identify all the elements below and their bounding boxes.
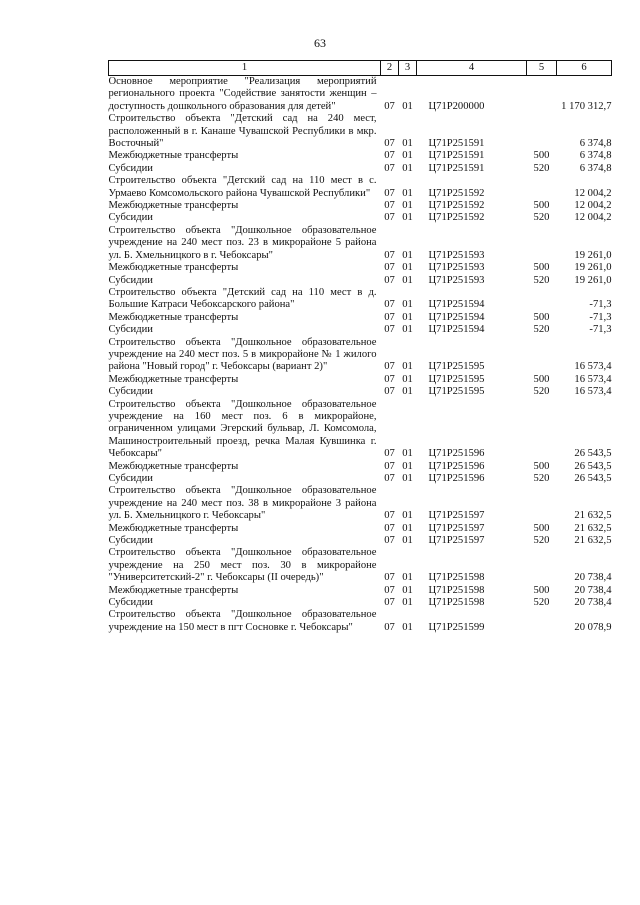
table-row	[109, 287, 612, 312]
row-subsection: 01	[402, 138, 413, 150]
row-amount: 26 543,5	[574, 473, 612, 484]
row-expense-type: 500	[533, 150, 550, 162]
row-expense-type: 500	[533, 373, 550, 385]
row-name: Субсидии	[108, 535, 153, 547]
row-amount: 20 738,4	[574, 584, 612, 596]
row-expense-type: 520	[533, 473, 550, 484]
row-amount: 1 170 312,7	[561, 100, 612, 112]
row-amount: 16 573,4	[574, 373, 612, 385]
row-amount: -71,3	[589, 299, 612, 311]
row-section: 07	[384, 510, 395, 522]
row-expense-type	[527, 485, 557, 522]
row-amount: 26 543,5	[574, 448, 612, 460]
row-subsection: 01	[402, 597, 413, 609]
table-row	[109, 461, 612, 473]
row-amount: 21 632,5	[574, 522, 612, 534]
row-name: Субсидии	[108, 597, 153, 609]
row-section: 07	[384, 150, 395, 162]
row-name: Межбюджетные трансферты	[108, 584, 239, 596]
table-row	[109, 163, 612, 175]
row-target-article: Ц71P251594	[428, 299, 485, 311]
table-row	[109, 399, 612, 461]
row-name: Строительство объекта "Дошкольное образовательное учреждение на 240 мест поз. 5 в микрорайоне № 1 жилого района "Новый город" г. Чебоксары (вариант 2)"	[108, 336, 377, 373]
table-row	[109, 547, 612, 584]
table-row	[109, 485, 612, 522]
row-amount: 6 374,8	[579, 138, 612, 150]
page-number: 63	[314, 36, 326, 50]
row-amount: 6 374,8	[579, 162, 612, 174]
row-amount: 21 632,5	[574, 535, 612, 547]
row-amount: 6 374,8	[579, 150, 612, 162]
row-subsection: 01	[402, 212, 413, 224]
row-amount: 20 078,9	[574, 621, 612, 633]
row-section: 07	[384, 311, 395, 323]
row-subsection: 01	[402, 373, 413, 385]
row-subsection: 01	[402, 510, 413, 522]
row-name: Строительство объекта "Детский сад на 240 мест, расположенный в г. Канаше Чувашской Республики в мкр. Восточный"	[108, 113, 377, 150]
table-row	[109, 337, 612, 374]
row-subsection: 01	[402, 162, 413, 174]
row-expense-type	[527, 113, 557, 150]
row-target-article: Ц71P251592	[428, 200, 485, 212]
row-subsection: 01	[402, 311, 413, 323]
row-target-article: Ц71P251591	[428, 150, 485, 162]
row-expense-type: 520	[533, 212, 550, 224]
row-subsection: 01	[402, 386, 413, 398]
row-amount: -71,3	[589, 311, 612, 323]
row-expense-type	[527, 76, 557, 114]
row-amount: -71,3	[589, 324, 612, 336]
header-col-6: 6	[557, 61, 612, 76]
row-name: Межбюджетные трансферты	[108, 150, 239, 162]
row-subsection: 01	[402, 522, 413, 534]
row-target-article: Ц71P251592	[428, 212, 485, 224]
row-expense-type	[527, 337, 557, 374]
table-row	[109, 225, 612, 262]
table-row	[109, 113, 612, 150]
header-col-1: 1	[109, 61, 381, 76]
row-section: 07	[384, 597, 395, 609]
row-expense-type: 500	[533, 311, 550, 323]
row-target-article: Ц71P200000	[428, 100, 485, 112]
row-section: 07	[384, 324, 395, 336]
table-row	[109, 150, 612, 162]
row-name: Основное мероприятие "Реализация мероприятий регионального проекта "Содействие занятости женщин – доступность дошкольного образования для детей"	[108, 76, 377, 112]
header-col-3: 3	[399, 61, 417, 76]
row-target-article: Ц71P251597	[428, 522, 485, 534]
row-section: 07	[384, 138, 395, 150]
table-row	[109, 374, 612, 386]
row-target-article: Ц71P251598	[428, 584, 485, 596]
row-section: 07	[384, 584, 395, 596]
row-expense-type: 520	[533, 597, 550, 609]
row-expense-type: 500	[533, 460, 550, 472]
row-section: 07	[384, 274, 395, 286]
table-row	[109, 324, 612, 336]
row-expense-type	[527, 609, 557, 634]
row-name: Строительство объекта "Детский сад на 110 мест в с. Урмаево Комсомольского района Чувашской Республики"	[108, 175, 377, 199]
row-subsection: 01	[402, 249, 413, 261]
table-row	[109, 175, 612, 200]
row-subsection: 01	[402, 584, 413, 596]
row-amount: 12 004,2	[574, 187, 612, 199]
table-row	[109, 275, 612, 287]
row-target-article: Ц71P251594	[428, 324, 485, 336]
row-name: Межбюджетные трансферты	[108, 262, 239, 274]
row-name: Строительство объекта "Дошкольное образовательное учреждение на 150 мест в пгт Сосновке г. Чебоксары"	[108, 609, 377, 633]
row-section: 07	[384, 535, 395, 547]
row-name: Строительство объекта "Дошкольное образовательное учреждение на 240 мест поз. 38 в микрорайоне 3 района ул. Б. Хмельницкого г. Чебоксары"	[108, 485, 377, 522]
row-name: Межбюджетные трансферты	[108, 311, 239, 323]
row-name: Строительство объекта "Дошкольное образовательное учреждение на 160 мест поз. 6 в микрорайоне, ограниченном улицами Эгерский бульвар, Л. Комсомола, Машиностроительный проезд, речка Малая Кувшинка г. Чебоксары"	[108, 398, 377, 460]
row-subsection: 01	[402, 187, 413, 199]
row-name: Субсидии	[108, 274, 153, 286]
row-section: 07	[384, 621, 395, 633]
row-subsection: 01	[402, 299, 413, 311]
row-subsection: 01	[402, 150, 413, 162]
row-expense-type: 500	[533, 200, 550, 212]
row-section: 07	[384, 386, 395, 398]
row-target-article: Ц71P251595	[428, 361, 485, 373]
table-row	[109, 597, 612, 609]
row-subsection: 01	[402, 460, 413, 472]
row-target-article: Ц71P251594	[428, 311, 485, 323]
row-section: 07	[384, 212, 395, 224]
row-section: 07	[384, 572, 395, 584]
table-row	[109, 609, 612, 634]
row-expense-type	[527, 547, 557, 584]
row-section: 07	[384, 187, 395, 199]
row-target-article: Ц71P251596	[428, 448, 485, 460]
row-subsection: 01	[402, 448, 413, 460]
row-target-article: Ц71P251591	[428, 138, 485, 150]
row-target-article: Ц71P251592	[428, 187, 485, 199]
row-name: Межбюджетные трансферты	[108, 460, 239, 472]
table-row	[109, 585, 612, 597]
table-row	[109, 312, 612, 324]
row-target-article: Ц71P251598	[428, 572, 485, 584]
row-amount: 20 738,4	[574, 597, 612, 609]
row-name: Субсидии	[108, 473, 153, 484]
row-target-article: Ц71P251598	[428, 597, 485, 609]
table-row	[109, 200, 612, 212]
row-subsection: 01	[402, 572, 413, 584]
row-section: 07	[384, 460, 395, 472]
table-row	[109, 262, 612, 274]
row-subsection: 01	[402, 324, 413, 336]
row-amount: 20 738,4	[574, 572, 612, 584]
header-col-4: 4	[417, 61, 527, 76]
row-target-article: Ц71P251596	[428, 460, 485, 472]
row-amount: 21 632,5	[574, 510, 612, 522]
row-name: Строительство объекта "Дошкольное образовательное учреждение на 250 мест поз. 30 в микрорайоне "Университетский-2" г. Чебоксары (II очередь)"	[108, 547, 377, 584]
row-section: 07	[384, 373, 395, 385]
row-target-article: Ц71P251593	[428, 274, 485, 286]
row-subsection: 01	[402, 200, 413, 212]
table-row	[109, 212, 612, 224]
header-col-5: 5	[527, 61, 557, 76]
row-target-article: Ц71P251593	[428, 249, 485, 261]
row-subsection: 01	[402, 473, 413, 484]
row-name: Субсидии	[108, 212, 153, 224]
row-target-article: Ц71P251593	[428, 262, 485, 274]
table-header-row	[109, 61, 612, 76]
row-expense-type: 520	[533, 162, 550, 174]
row-section: 07	[384, 100, 395, 112]
row-expense-type: 500	[533, 262, 550, 274]
row-name: Субсидии	[108, 162, 153, 174]
table-row	[109, 473, 612, 485]
row-subsection: 01	[402, 361, 413, 373]
row-expense-type: 500	[533, 584, 550, 596]
row-section: 07	[384, 262, 395, 274]
row-section: 07	[384, 162, 395, 174]
row-amount: 26 543,5	[574, 460, 612, 472]
table-row	[109, 76, 612, 114]
table-row	[109, 523, 612, 535]
row-name: Межбюджетные трансферты	[108, 200, 239, 212]
row-expense-type: 520	[533, 535, 550, 547]
row-expense-type: 500	[533, 522, 550, 534]
row-name: Субсидии	[108, 386, 153, 398]
row-section: 07	[384, 299, 395, 311]
row-subsection: 01	[402, 262, 413, 274]
row-section: 07	[384, 249, 395, 261]
row-expense-type: 520	[533, 324, 550, 336]
row-subsection: 01	[402, 621, 413, 633]
row-amount: 19 261,0	[574, 274, 612, 286]
row-target-article: Ц71P251595	[428, 373, 485, 385]
row-amount: 12 004,2	[574, 200, 612, 212]
row-expense-type	[527, 175, 557, 200]
row-name: Межбюджетные трансферты	[108, 373, 239, 385]
budget-table	[108, 60, 612, 634]
row-amount: 19 261,0	[574, 262, 612, 274]
row-name: Строительство объекта "Дошкольное образовательное учреждение на 240 мест поз. 23 в микрорайоне 5 района ул. Б. Хмельницкого в г. Чебоксары"	[108, 224, 377, 261]
row-subsection: 01	[402, 100, 413, 112]
row-amount: 16 573,4	[574, 361, 612, 373]
row-expense-type	[527, 225, 557, 262]
row-expense-type: 520	[533, 386, 550, 398]
header-col-2: 2	[381, 61, 399, 76]
table-row	[109, 386, 612, 398]
row-name: Строительство объекта "Детский сад на 110 мест в д. Большие Катраси Чебоксарского района"	[108, 286, 377, 311]
row-target-article: Ц71P251597	[428, 535, 485, 547]
row-expense-type: 520	[533, 274, 550, 286]
row-section: 07	[384, 448, 395, 460]
row-section: 07	[384, 361, 395, 373]
row-subsection: 01	[402, 535, 413, 547]
row-target-article: Ц71P251591	[428, 162, 485, 174]
row-expense-type	[527, 399, 557, 461]
row-target-article: Ц71P251597	[428, 510, 485, 522]
row-target-article: Ц71P251599	[428, 621, 485, 633]
row-name: Субсидии	[108, 324, 153, 336]
row-amount: 12 004,2	[574, 212, 612, 224]
table-row	[109, 535, 612, 547]
row-amount: 19 261,0	[574, 249, 612, 261]
row-section: 07	[384, 473, 395, 484]
row-amount: 16 573,4	[574, 386, 612, 398]
row-target-article: Ц71P251596	[428, 473, 485, 484]
row-section: 07	[384, 522, 395, 534]
row-target-article: Ц71P251595	[428, 386, 485, 398]
row-name: Межбюджетные трансферты	[108, 522, 239, 534]
row-subsection: 01	[402, 274, 413, 286]
row-section: 07	[384, 200, 395, 212]
row-expense-type	[527, 287, 557, 312]
